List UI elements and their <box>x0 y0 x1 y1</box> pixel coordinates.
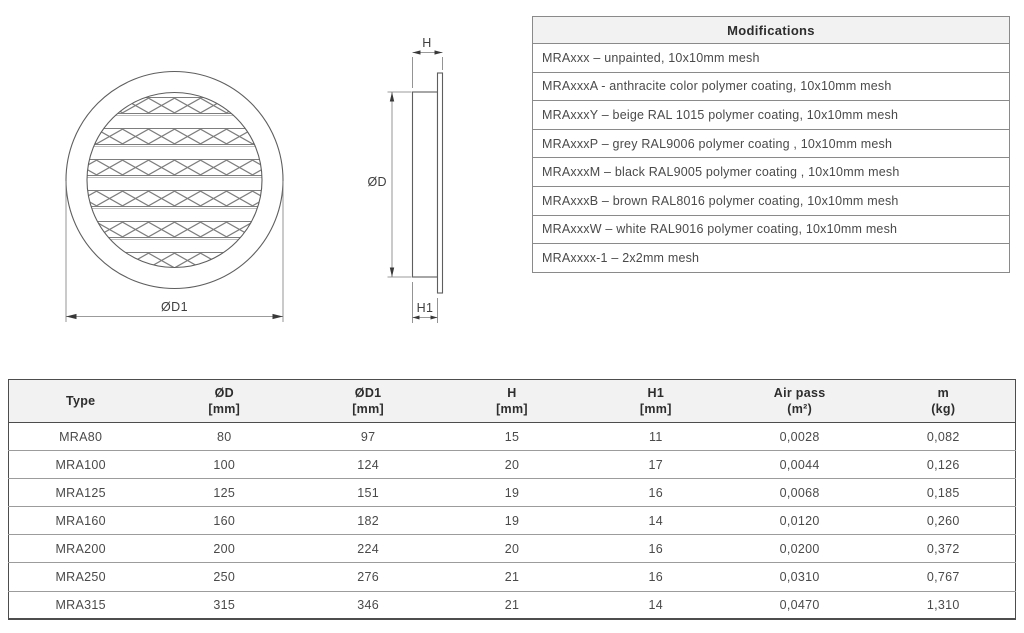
arrowhead <box>435 50 443 54</box>
spec-cell: 100 <box>152 451 296 479</box>
modification-text: MRAxxxW – white RAL9016 polymer coating, 10x10mm mesh <box>533 215 1010 244</box>
arrowhead <box>431 316 438 320</box>
header-label: H <box>507 385 517 400</box>
dimension-d <box>388 92 412 277</box>
modification-text: MRAxxxY – beige RAL 1015 polymer coating, 10x10mm mesh <box>533 101 1010 130</box>
spec-cell: 21 <box>440 563 584 591</box>
spec-cell: 20 <box>440 451 584 479</box>
spec-cell: 97 <box>360 429 376 444</box>
spec-header-h1 <box>584 380 728 423</box>
header-label: m <box>937 385 949 400</box>
spec-cell: 0,372 <box>872 535 1016 563</box>
spec-cell: 250 <box>152 563 296 591</box>
spec-header-d <box>152 380 296 423</box>
spec-header-airpass <box>728 380 872 423</box>
header-label: ØD1 <box>354 385 382 400</box>
spec-row-mra80 <box>9 423 1016 451</box>
arrowhead <box>273 314 284 319</box>
modification-text: MRAxxxM – black RAL9005 polymer coating , 10x10mm mesh <box>533 158 1010 187</box>
spec-row-mra100 <box>9 451 1016 479</box>
modification-row <box>533 244 1010 273</box>
spec-header-row <box>9 380 1016 423</box>
spec-cell: 0,260 <box>872 507 1016 535</box>
spec-cell: MRA250 <box>9 563 153 591</box>
spec-cell: 11 <box>649 429 663 444</box>
spec-cell: 20 <box>440 535 584 563</box>
spec-table <box>8 379 1016 620</box>
spec-cell: 200 <box>152 535 296 563</box>
modification-text: MRAxxx – unpainted, 10x10mm mesh <box>533 44 1010 73</box>
modification-text: MRAxxxB – brown RAL8016 polymer coating, 10x10mm mesh <box>533 186 1010 215</box>
header-unit: [mm] <box>639 402 672 416</box>
front-view <box>66 72 283 323</box>
modification-row <box>533 44 1010 73</box>
spec-cell: 14 <box>584 507 728 535</box>
technical-drawing <box>0 0 530 372</box>
spec-cell: 15 <box>504 429 520 444</box>
spec-header-d1 <box>296 380 440 423</box>
dim-label-d1: ØD1 <box>161 300 188 314</box>
grille-drawing-svg <box>0 0 530 372</box>
spec-cell: 0,0470 <box>728 591 872 619</box>
arrowhead <box>390 92 394 102</box>
modification-row <box>533 186 1010 215</box>
header-unit: (kg) <box>931 402 956 416</box>
modification-row <box>533 72 1010 101</box>
spec-cell: MRA160 <box>9 507 153 535</box>
spec-cell: 16 <box>584 479 728 507</box>
spec-cell: 0,0068 <box>728 479 872 507</box>
modification-text: MRAxxxx-1 – 2x2mm mesh <box>533 244 1010 273</box>
spec-cell: 80 <box>217 429 232 444</box>
spec-cell: 0,0120 <box>728 507 872 535</box>
spec-cell: 19 <box>440 479 584 507</box>
modifications-title: Modifications <box>533 17 1010 44</box>
spec-cell: 124 <box>296 451 440 479</box>
spec-cell: MRA100 <box>9 451 153 479</box>
spec-cell: MRA80 <box>59 429 103 444</box>
spec-cell: 0,126 <box>872 451 1016 479</box>
spec-cell: 21 <box>440 591 584 619</box>
modification-text: MRAxxxP – grey RAL9006 polymer coating , 10x10mm mesh <box>533 129 1010 158</box>
arrowhead <box>390 268 394 278</box>
header-unit: [mm] <box>352 402 384 416</box>
header-label: H1 <box>647 385 665 400</box>
spec-header-h <box>440 380 584 423</box>
spec-cell: 0,767 <box>872 563 1016 591</box>
header-label: Type <box>65 393 96 408</box>
grille-flange-section <box>438 73 443 293</box>
side-view <box>367 36 442 323</box>
spec-cell: MRA125 <box>9 479 153 507</box>
spec-cell: 16 <box>584 563 728 591</box>
modification-row <box>533 158 1010 187</box>
spec-cell: 0,0044 <box>728 451 872 479</box>
modification-row <box>533 101 1010 130</box>
arrowhead <box>413 316 420 320</box>
modifications-table <box>532 16 1010 273</box>
spec-cell: MRA200 <box>9 535 153 563</box>
header-unit: [mm] <box>208 402 241 416</box>
spec-header-mass <box>872 380 1016 423</box>
header-unit: (m²) <box>787 402 813 416</box>
header-label: ØD <box>214 385 234 400</box>
spec-cell: 276 <box>296 563 440 591</box>
spec-cell: 14 <box>584 591 728 619</box>
dim-label-h: H <box>422 36 432 50</box>
spec-cell: 0,0028 <box>779 429 820 444</box>
spec-row-mra250 <box>9 563 1016 591</box>
spec-cell: 19 <box>440 507 584 535</box>
spec-cell: 224 <box>296 535 440 563</box>
arrowhead <box>413 50 421 54</box>
dim-label-h1: H1 <box>416 301 434 315</box>
spec-row-mra315 <box>9 591 1016 619</box>
spec-cell: 315 <box>152 591 296 619</box>
spec-row-mra160 <box>9 507 1016 535</box>
spec-cell: 16 <box>584 535 728 563</box>
modifications-header-row <box>533 17 1010 44</box>
spec-cell: MRA315 <box>9 591 153 619</box>
spec-cell: 125 <box>152 479 296 507</box>
modification-row <box>533 215 1010 244</box>
grille-mesh-face <box>87 93 262 268</box>
modification-row <box>533 129 1010 158</box>
spec-cell: 182 <box>296 507 440 535</box>
spec-cell: 17 <box>584 451 728 479</box>
modification-text: MRAxxxA - anthracite color polymer coating, 10x10mm mesh <box>533 72 1010 101</box>
spec-cell: 0,185 <box>872 479 1016 507</box>
spec-row-mra125 <box>9 479 1016 507</box>
spec-cell: 160 <box>152 507 296 535</box>
spec-header-type <box>9 380 153 423</box>
spec-cell: 1,310 <box>872 591 1016 619</box>
spec-cell: 0,0200 <box>728 535 872 563</box>
spec-row-mra200 <box>9 535 1016 563</box>
grille-body-section <box>413 92 438 277</box>
spec-cell: 346 <box>296 591 440 619</box>
dim-label-od: ØD <box>367 175 387 189</box>
spec-cell: 151 <box>296 479 440 507</box>
arrowhead <box>66 314 77 319</box>
header-unit: [mm] <box>496 402 528 416</box>
spec-cell: 0,0310 <box>728 563 872 591</box>
header-label: Air pass <box>773 385 826 400</box>
spec-cell: 0,082 <box>926 429 960 444</box>
